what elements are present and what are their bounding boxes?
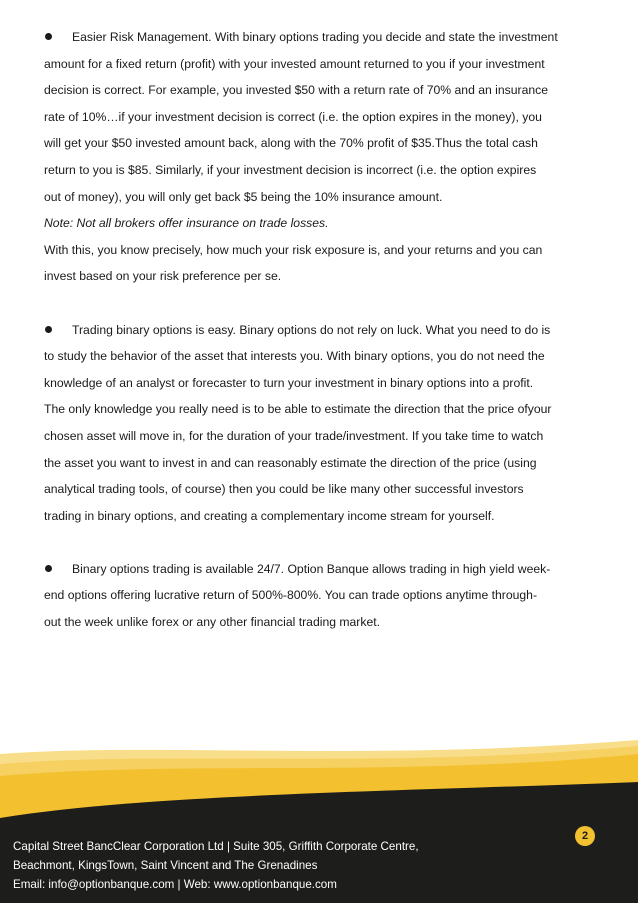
paragraph-line: invest based on your risk preference per se. [44,269,282,284]
paragraph-line: to study the behavior of the asset that interests you. With binary options, you do not need the [44,349,545,364]
footer-address-line: Capital Street BancClear Corporation Ltd | Suite 305, Griffith Corporate Centre, [13,840,419,853]
bullet-icon [45,565,52,572]
document-body [44,24,600,636]
section-easy-trading [44,317,600,530]
paragraph-line: Easier Risk Management. With binary options trading you decide and state the investment [44,24,600,51]
paragraph-line: rate of 10%…if your investment decision is correct (i.e. the option expires in the money), you [44,109,542,124]
paragraph-line: trading in binary options, and creating a complementary income stream for yourself. [44,508,495,523]
paragraph-line: Trading binary options is easy. Binary options do not rely on luck. What you need to do is [44,317,600,344]
insurance-note: Note: Not all brokers offer insurance on trade losses. [44,216,329,231]
paragraph-line: chosen asset will move in, for the duration of your trade/investment. If you take time to watch [44,428,544,443]
paragraph-line: With this, you know precisely, how much your risk exposure is, and your returns and you can [44,242,543,257]
paragraph-line: the asset you want to invest in and can reasonably estimate the direction of the price (using [44,455,537,470]
paragraph-line: end options offering lucrative return of 500%-800%. You can trade options anytime through- [44,588,538,603]
bullet-icon [45,326,52,333]
paragraph-line: will get your $50 invested amount back, along with the 70% profit of $35.Thus the total cash [44,136,538,151]
footer-address-line: Beachmont, KingsTown, Saint Vincent and The Grenadines [13,859,318,872]
paragraph-line: return to you is $85. Similarly, if your investment decision is incorrect (i.e. the option expires [44,162,537,177]
paragraph-line: analytical trading tools, of course) then you could be like many other successful investors [44,482,524,497]
paragraph-line: out of money), you will only get back $5 being the 10% insurance amount. [44,189,443,204]
paragraph-line: out the week unlike forex or any other financial trading market. [44,615,381,630]
paragraph-line: knowledge of an analyst or forecaster to turn your investment in binary options into a profit. [44,375,534,390]
bullet-icon [45,33,52,40]
section-availability [44,556,600,636]
page-number-badge: 2 [575,826,595,846]
paragraph-line: The only knowledge you really need is to be able to estimate the direction that the price ofyour [44,402,552,417]
paragraph-line: Binary options trading is available 24/7. Option Banque allows trading in high yield week- [44,556,600,583]
footer-contact-line: Email: info@optionbanque.com | Web: www.optionbanque.com [13,878,337,891]
paragraph-line: amount for a fixed return (profit) with your invested amount returned to you if your investment [44,56,545,71]
paragraph-line: decision is correct. For example, you invested $50 with a return rate of 70% and an insurance [44,83,549,98]
section-risk-management [44,24,600,290]
footer-contact [13,837,419,894]
